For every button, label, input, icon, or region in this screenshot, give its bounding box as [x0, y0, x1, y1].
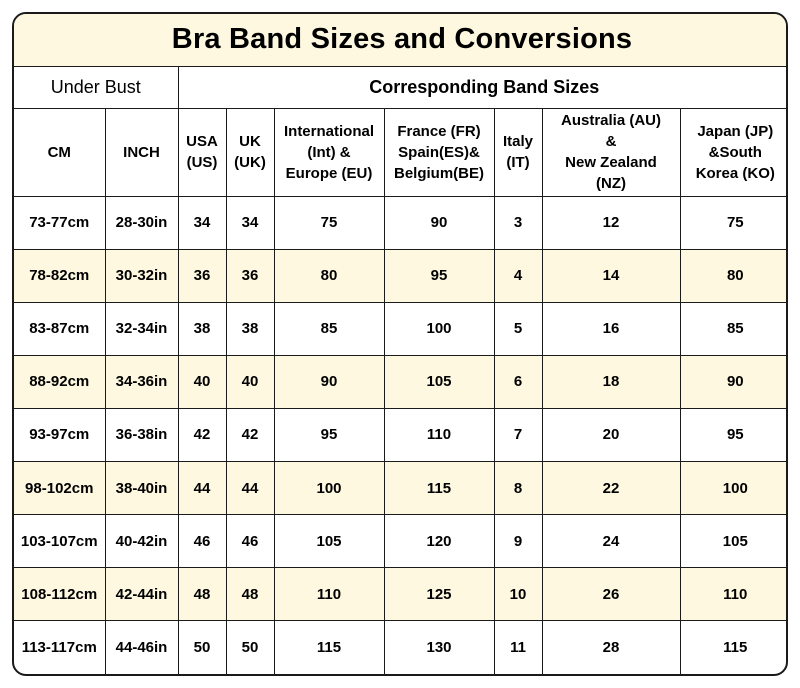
column-header-australia-nz: [542, 108, 680, 196]
cell-france-spain-belgium: 90: [384, 196, 494, 249]
table-row: [14, 302, 788, 355]
cell-cm: 103-107cm: [14, 515, 105, 568]
column-header-us: [178, 108, 226, 196]
cell-france-spain-belgium: 125: [384, 568, 494, 621]
cell-italy: 3: [494, 196, 542, 249]
cell-cm: 113-117cm: [14, 621, 105, 674]
cell-us: 40: [178, 355, 226, 408]
column-header-line: &South: [708, 143, 762, 161]
table-row: [14, 408, 788, 461]
cell-cm: 78-82cm: [14, 249, 105, 302]
cell-uk: 50: [226, 621, 274, 674]
cell-international-eu: 100: [274, 462, 384, 515]
cell-france-spain-belgium: 115: [384, 462, 494, 515]
cell-inch: 40-42in: [105, 515, 178, 568]
cell-australia-nz: 24: [542, 515, 680, 568]
table-row: [14, 355, 788, 408]
cell-australia-nz: 16: [542, 302, 680, 355]
column-header-line: (Int) &: [307, 143, 351, 161]
cell-uk: 36: [226, 249, 274, 302]
cell-italy: 6: [494, 355, 542, 408]
cell-uk: 40: [226, 355, 274, 408]
cell-australia-nz: 14: [542, 249, 680, 302]
cell-italy: 4: [494, 249, 542, 302]
table-row: [14, 568, 788, 621]
cell-inch: 30-32in: [105, 249, 178, 302]
cell-us: 50: [178, 621, 226, 674]
size-conversion-table: [14, 14, 788, 674]
cell-australia-nz: 12: [542, 196, 680, 249]
cell-italy: 9: [494, 515, 542, 568]
cell-cm: 98-102cm: [14, 462, 105, 515]
column-header-line: (IT): [506, 154, 530, 171]
cell-japan-korea: 110: [680, 568, 788, 621]
cell-international-eu: 75: [274, 196, 384, 249]
cell-france-spain-belgium: 130: [384, 621, 494, 674]
cell-us: 48: [178, 568, 226, 621]
cell-international-eu: 110: [274, 568, 384, 621]
column-header-row: [14, 108, 788, 196]
column-header-line: &: [605, 133, 617, 150]
cell-australia-nz: 18: [542, 355, 680, 408]
cell-japan-korea: 95: [680, 408, 788, 461]
cell-inch: 32-34in: [105, 302, 178, 355]
cell-inch: 36-38in: [105, 408, 178, 461]
cell-international-eu: 105: [274, 515, 384, 568]
cell-uk: 34: [226, 196, 274, 249]
column-header-line: (NZ): [596, 175, 626, 192]
column-header-line: International: [283, 122, 374, 140]
cell-us: 38: [178, 302, 226, 355]
table-row: [14, 515, 788, 568]
column-header-line: Europe (EU): [285, 164, 373, 182]
cell-italy: 7: [494, 408, 542, 461]
cell-italy: 8: [494, 462, 542, 515]
cell-australia-nz: 28: [542, 621, 680, 674]
cell-italy: 5: [494, 302, 542, 355]
cell-italy: 11: [494, 621, 542, 674]
column-header-uk: [226, 108, 274, 196]
column-header-line: (UK): [234, 154, 266, 171]
cell-inch: 28-30in: [105, 196, 178, 249]
table-row: [14, 621, 788, 674]
column-header-inch: [105, 108, 178, 196]
cell-international-eu: 90: [274, 355, 384, 408]
cell-japan-korea: 90: [680, 355, 788, 408]
cell-uk: 38: [226, 302, 274, 355]
cell-france-spain-belgium: 100: [384, 302, 494, 355]
cell-france-spain-belgium: 105: [384, 355, 494, 408]
column-header-france-spain-belgium: [384, 108, 494, 196]
page-title: Bra Band Sizes and Conversions: [14, 14, 788, 66]
column-header-line: Spain(ES)&: [398, 143, 480, 161]
cell-france-spain-belgium: 95: [384, 249, 494, 302]
cell-international-eu: 115: [274, 621, 384, 674]
column-header-cm: [14, 108, 105, 196]
cell-cm: 88-92cm: [14, 355, 105, 408]
cell-us: 34: [178, 196, 226, 249]
cell-japan-korea: 100: [680, 462, 788, 515]
band-sizes-header: Corresponding Band Sizes: [178, 66, 788, 108]
column-header-line: Italy: [502, 133, 533, 150]
column-header-international-eu: [274, 108, 384, 196]
column-header-line: INCH: [123, 143, 160, 161]
table-row: [14, 249, 788, 302]
cell-italy: 10: [494, 568, 542, 621]
column-header-italy: [494, 108, 542, 196]
cell-cm: 83-87cm: [14, 302, 105, 355]
cell-japan-korea: 80: [680, 249, 788, 302]
cell-cm: 108-112cm: [14, 568, 105, 621]
cell-inch: 38-40in: [105, 462, 178, 515]
cell-uk: 46: [226, 515, 274, 568]
cell-cm: 73-77cm: [14, 196, 105, 249]
cell-international-eu: 80: [274, 249, 384, 302]
cell-inch: 44-46in: [105, 621, 178, 674]
cell-france-spain-belgium: 120: [384, 515, 494, 568]
cell-us: 36: [178, 249, 226, 302]
cell-japan-korea: 105: [680, 515, 788, 568]
column-header-line: Japan (JP): [697, 122, 774, 140]
cell-japan-korea: 115: [680, 621, 788, 674]
cell-uk: 44: [226, 462, 274, 515]
column-header-line: Korea (KO): [695, 164, 775, 182]
cell-australia-nz: 20: [542, 408, 680, 461]
cell-japan-korea: 75: [680, 196, 788, 249]
column-header-line: (US): [186, 154, 218, 171]
cell-international-eu: 85: [274, 302, 384, 355]
column-header-line: Belgium(BE): [394, 164, 484, 182]
cell-inch: 34-36in: [105, 355, 178, 408]
table-row: [14, 196, 788, 249]
cell-australia-nz: 22: [542, 462, 680, 515]
column-header-line: UK: [239, 133, 261, 150]
table-body: [14, 196, 788, 674]
column-header-line: CM: [47, 143, 71, 161]
cell-japan-korea: 85: [680, 302, 788, 355]
cell-cm: 93-97cm: [14, 408, 105, 461]
column-header-line: USA: [186, 133, 218, 150]
column-header-line: France (FR): [397, 122, 481, 140]
cell-us: 42: [178, 408, 226, 461]
cell-france-spain-belgium: 110: [384, 408, 494, 461]
cell-inch: 42-44in: [105, 568, 178, 621]
column-header-line: Australia (AU): [560, 112, 661, 129]
cell-international-eu: 95: [274, 408, 384, 461]
column-header-line: New Zealand: [565, 154, 657, 171]
size-chart-frame: [12, 12, 788, 676]
cell-uk: 48: [226, 568, 274, 621]
cell-uk: 42: [226, 408, 274, 461]
cell-us: 46: [178, 515, 226, 568]
table-row: [14, 462, 788, 515]
cell-us: 44: [178, 462, 226, 515]
under-bust-header: Under Bust: [14, 66, 178, 108]
column-header-japan-korea: [680, 108, 788, 196]
cell-australia-nz: 26: [542, 568, 680, 621]
